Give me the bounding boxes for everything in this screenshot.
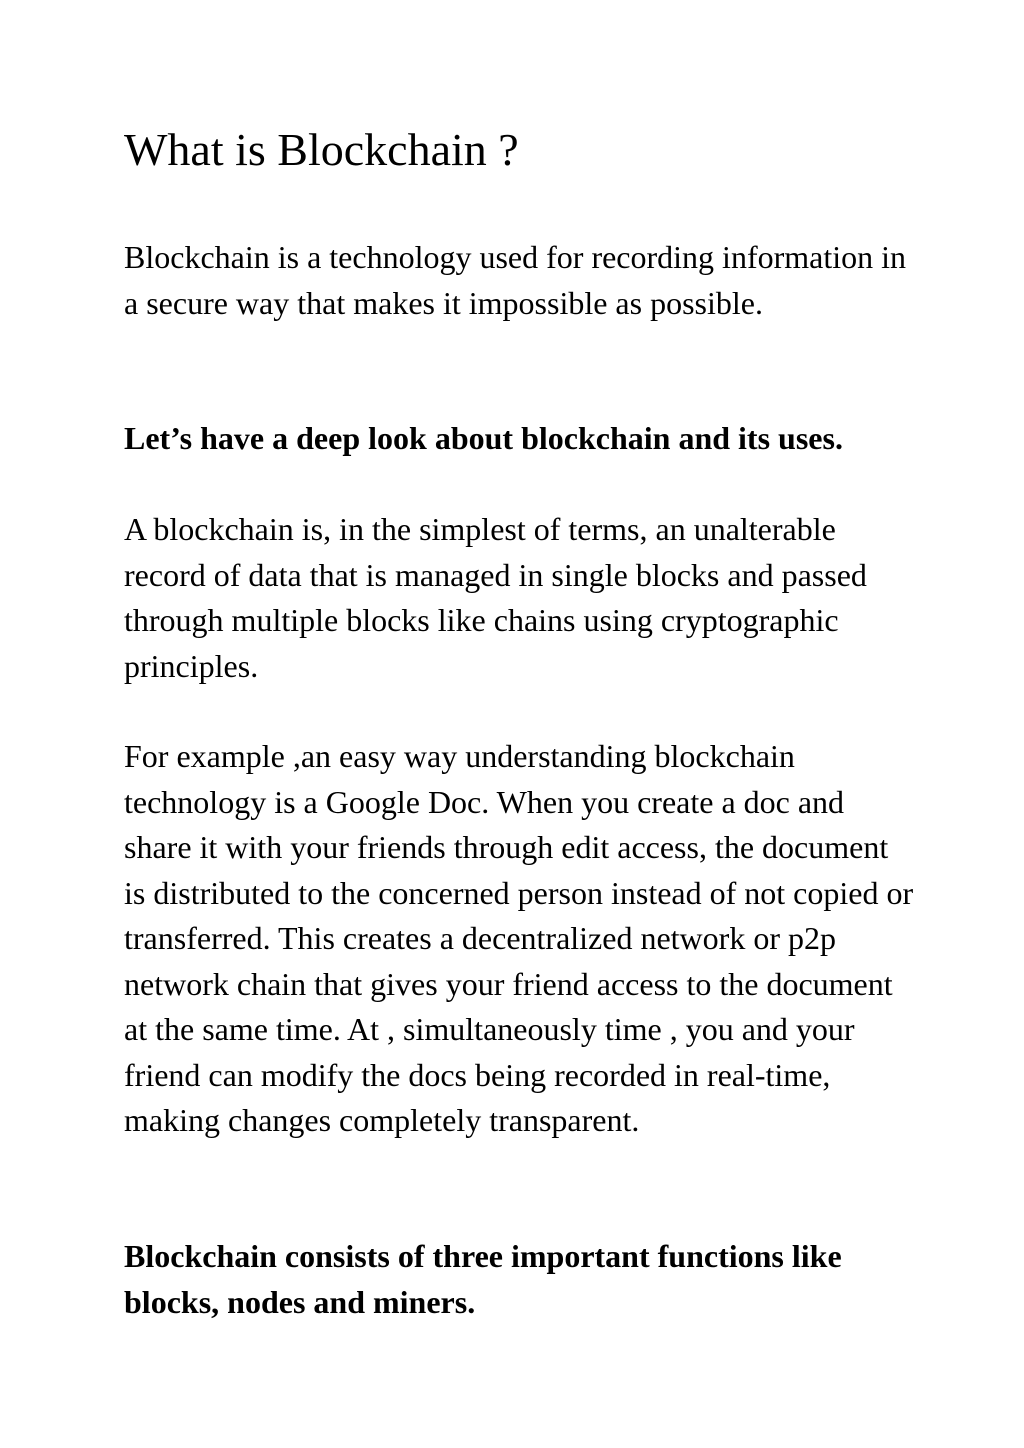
example-paragraph: For example ,an easy way understanding blockchain technology is a Google Doc. When you create a doc and share it with your friends through edit access, the document is distributed to the concerned person instead of not copied or transferred. This creates a decentralized network or p2p network chain that gives your friend access to the document at the same time. At , simultaneously time , you and your friend can modify the docs being recorded in real-time, making changes completely transparent. [124, 738, 914, 1138]
bold-summary: Blockchain consists of three important functions like blocks, nodes and miners. [124, 1238, 842, 1320]
page-title: What is Blockchain ? [124, 124, 519, 175]
definition-paragraph: A blockchain is, in the simplest of terms, an unalterable record of data that is managed in single blocks and passed through multiple blocks like chains using cryptographic principles. [124, 511, 867, 684]
intro-paragraph: Blockchain is a technology used for recording information in a secure way that makes it impossible as possible. [124, 239, 907, 321]
bold-subheading: Let’s have a deep look about blockchain and its uses. [124, 420, 843, 456]
